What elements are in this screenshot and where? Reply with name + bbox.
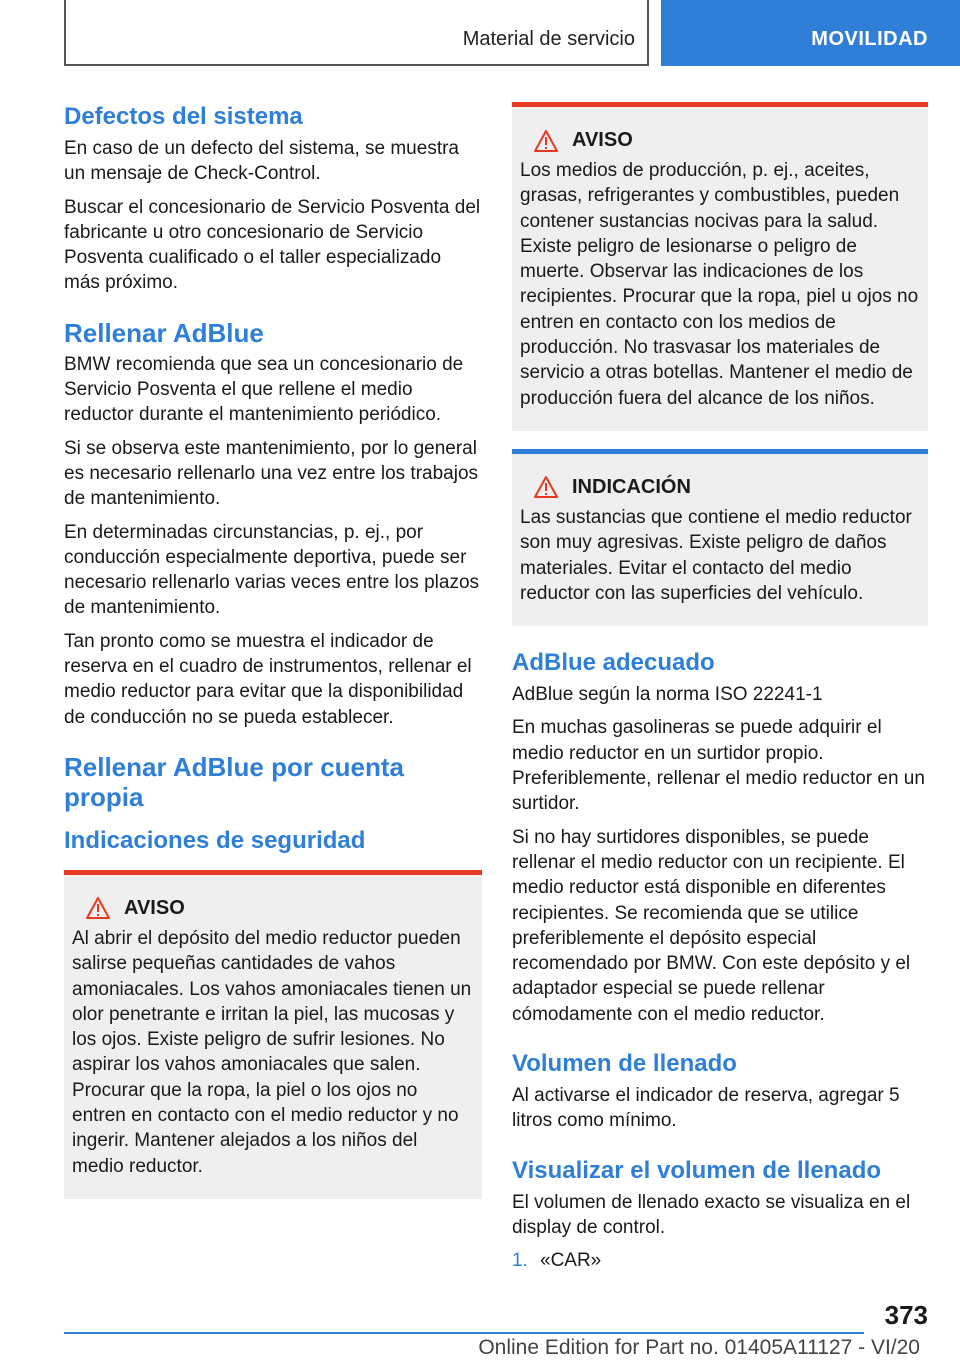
paragraph: En muchas gasolineras se puede adquirir el medio reductor en un surtidor propio. Preferiblemente, rellenar el medio reductor en un surtidor. [512, 717, 925, 815]
heading-rellenar: Rellenar AdBlue [64, 317, 264, 348]
warning-box [512, 102, 928, 431]
warning-text: Los medios de producción, p. ej., aceites, grasas, refrigerantes y combustibles, pueden contener sustancias nocivas para la salud. Existe peligro de lesionarse o peligro de muerte. Observar las indicaciones de los recipientes. Procurar que la ropa, piel u ojos no entren en contacto con los medios de producción. No trasvasar los materiales de servicio a otras botellas. Mantener el medio de producción fuera del alcance de los niños. [520, 160, 919, 409]
warning-triangle-icon [534, 130, 558, 152]
right-column [512, 102, 928, 1273]
left-column [64, 102, 482, 1199]
heading-seguridad: Indicaciones de seguridad [64, 826, 366, 854]
warning-text: Al abrir el depósito del medio reductor pueden salirse pequeñas cantidades de vahos amoniacales. Los vahos amoniacales tienen un olor penetrante e irritan la piel, las mucosas y los ojos. Existe peligro de sufrir lesiones. No aspirar los vahos amoniacales que salen. Procurar que la ropa, la piel o los ojos no entren en contacto con el medio reductor y no ingerir. Mantener alejados a los niños del medio reductor. [72, 927, 472, 1177]
step-number: 1. [512, 1250, 528, 1272]
warning-triangle-icon [534, 476, 558, 498]
paragraph: En caso de un defecto del sistema, se muestra un mensaje de Check-Control. [64, 138, 459, 185]
note-box [512, 449, 928, 626]
paragraph: Si no hay surtidores disponibles, se puede rellenar el medio reductor con un recipiente. El medio reductor está disponible en diferentes recipientes. Se recomienda que se utilice preferiblemente el depósito especial recomendado por BMW. Con este depósito y el adaptador especial se puede rellenar cómodamente con el medio reductor. [512, 826, 911, 1025]
step-text: «CAR» [540, 1250, 602, 1272]
paragraph: AdBlue según la norma ISO 22241-1 [512, 684, 823, 706]
header-chapter-title: MOVILIDAD [811, 28, 928, 50]
warning-title: AVISO [572, 129, 633, 151]
warning-box [64, 870, 482, 1199]
list-item [512, 1248, 928, 1273]
header-chapter-tab [661, 0, 960, 66]
footer-edition: Online Edition for Part no. 01405A11127 - VI/20 [478, 1336, 920, 1359]
paragraph: El volumen de llenado exacto se visualiza en el display de control. [512, 1191, 911, 1238]
paragraph: Tan pronto como se muestra el indicador de reserva en el cuadro de instrumentos, rellenar el medio reductor para evitar que la disponibilidad de conducción no se pueda establecer. [64, 630, 472, 728]
paragraph: En determinadas circunstancias, p. ej., por conducción especialmente deportiva, puede ser necesario rellenarlo varias veces entre los plazos de mantenimiento. [64, 521, 480, 619]
heading-defectos: Defectos del sistema [64, 103, 303, 130]
footer-divider [64, 1332, 864, 1334]
paragraph: Buscar el concesionario de Servicio Posventa del fabricante u otro concesionario de Servicio Posventa cualificado o el taller especializado más próximo. [64, 196, 481, 294]
warning-title: AVISO [124, 896, 185, 919]
heading-volumen: Volumen de llenado [512, 1050, 737, 1078]
paragraph: Si se observa este mantenimiento, por lo general es necesario rellenarlo una vez entre los trabajos de mantenimiento. [64, 437, 479, 510]
note-text: Las sustancias que contiene el medio reductor son muy agresivas. Existe peligro de daños materiales. Evitar el contacto del medio reductor con las superficies del vehículo. [520, 506, 912, 604]
paragraph: BMW recomienda que sea un concesionario de Servicio Posventa el que rellene el medio reductor durante el mantenimiento periódico. [64, 353, 464, 426]
note-title: INDICACIÓN [572, 475, 691, 498]
heading-adecuado: AdBlue adecuado [512, 649, 715, 677]
header-section-tab [64, 0, 649, 66]
header-section-title: Material de servicio [462, 28, 635, 50]
page-number: 373 [884, 1300, 928, 1330]
paragraph: Al activarse el indicador de reserva, agregar 5 litros como mínimo. [512, 1085, 900, 1132]
warning-triangle-icon [86, 897, 110, 919]
heading-propia: Rellenar AdBlue por cuenta propia [64, 751, 404, 812]
heading-visualizar: Visualizar el volumen de llenado [512, 1156, 882, 1184]
